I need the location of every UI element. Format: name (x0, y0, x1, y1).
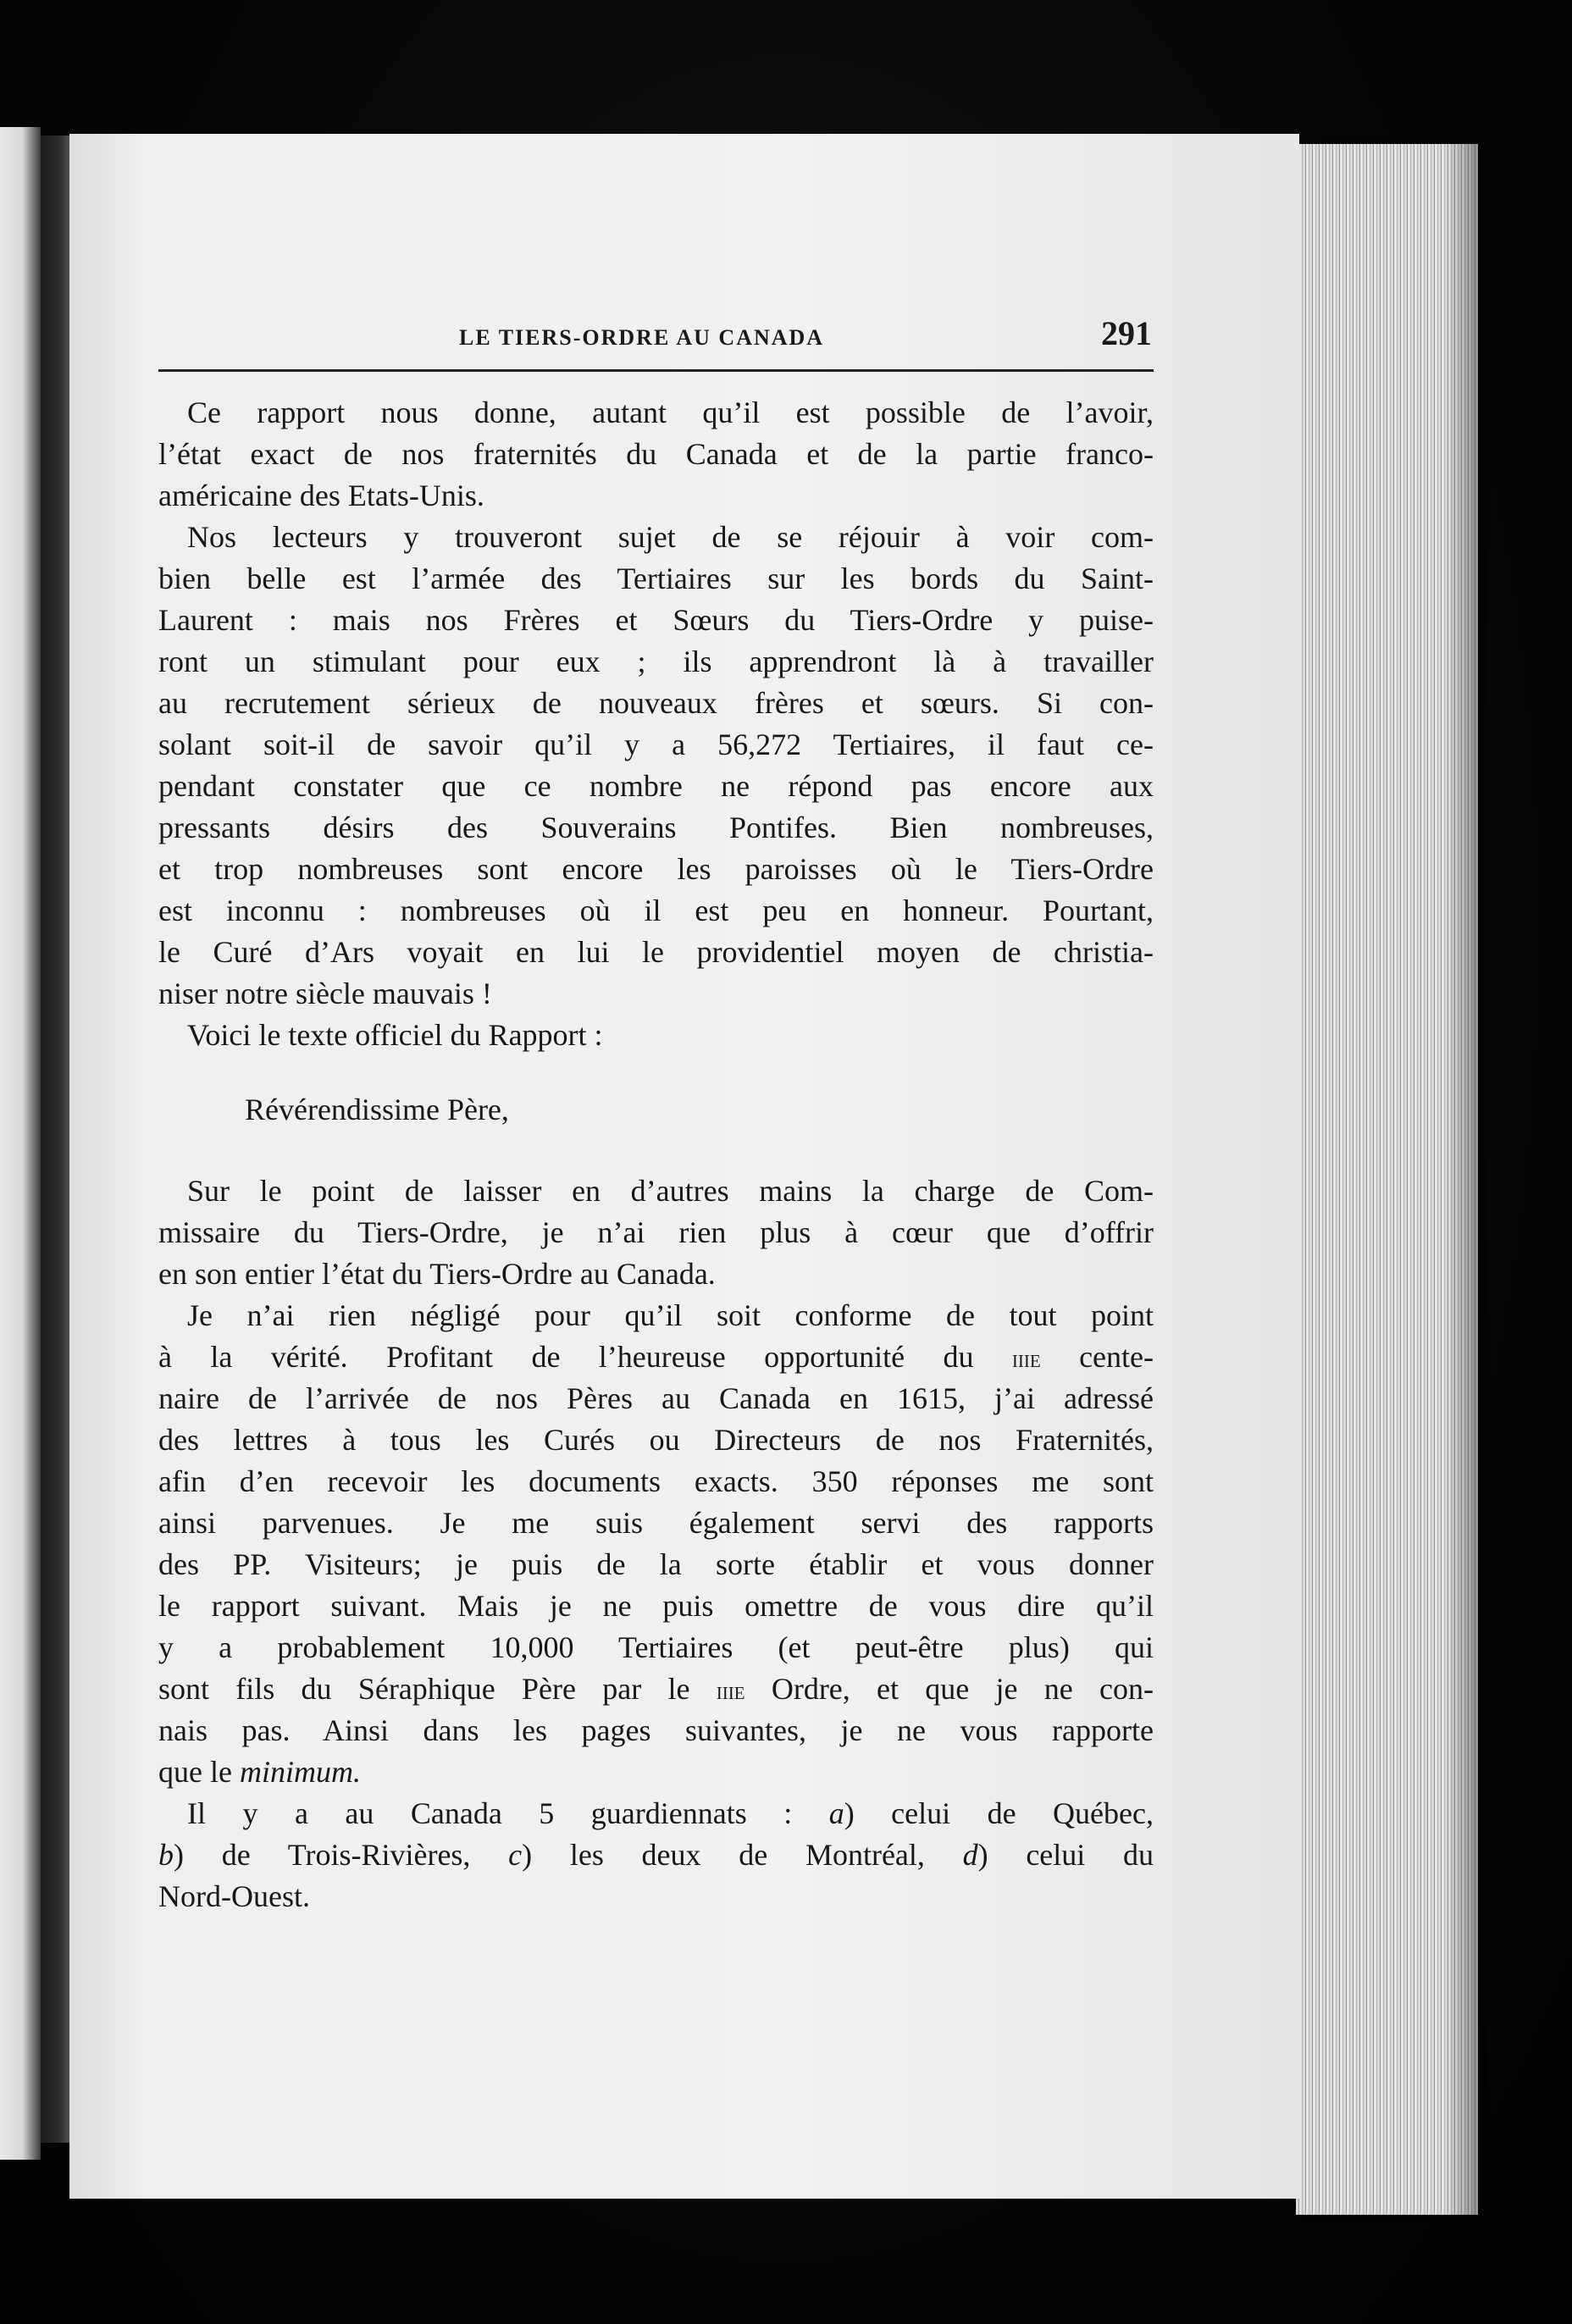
text-line (158, 1793, 1154, 1834)
list-letter: a (828, 1796, 844, 1830)
text-line: ainsi parvenues. Je me suis également servi des rapports (158, 1506, 1154, 1540)
body-text (158, 392, 1154, 1917)
text-line: en son entier l’état du Tiers-Ordre au Canada. (158, 1257, 716, 1291)
text-fragment: ) celui du (977, 1838, 1154, 1872)
text-line: Voici le texte officiel du Rapport : (187, 1018, 603, 1052)
roman-numeral: iiie (1011, 1345, 1041, 1373)
text-line: Nord-Ouest. (158, 1879, 310, 1913)
text-fragment: que le (158, 1755, 240, 1789)
text-line: au recrutement sérieux de nouveaux frères et sœurs. Si con- (158, 686, 1154, 720)
list-letter: b (158, 1838, 174, 1872)
page-number: 291 (1101, 314, 1152, 352)
spacer (158, 1131, 1154, 1170)
book-page (69, 134, 1299, 2199)
text-fragment: à la vérité. Profitant de l’heureuse opportunité du (158, 1340, 1012, 1374)
text-fragment: Il y a au Canada 5 guardiennats : (187, 1796, 829, 1830)
list-letter: c (508, 1838, 523, 1872)
text-line: pendant constater que ce nombre ne répond pas encore aux (158, 769, 1154, 803)
text-fragment: cente- (1040, 1340, 1154, 1374)
text-line: bien belle est l’armée des Tertiaires sur les bords du Saint- (158, 562, 1154, 595)
running-head (154, 313, 1160, 364)
text-line: missaire du Tiers-Ordre, je n’ai rien plus à cœur que d’offrir (158, 1215, 1154, 1249)
text-line: le rapport suivant. Mais je ne puis omettre de vous dire qu’il (158, 1589, 1154, 1623)
text-line: américaine des Etats-Unis. (158, 479, 484, 512)
spacer (158, 1056, 1154, 1089)
text-line: Je n’ai rien négligé pour qu’il soit conforme de tout point (187, 1298, 1154, 1332)
text-line (158, 1668, 1154, 1710)
page-fore-edge (1296, 144, 1478, 2215)
text-line (158, 1751, 1154, 1793)
text-line: des lettres à tous les Curés ou Directeurs de nos Fraternités, (158, 1423, 1154, 1457)
salutation: Révérendissime Père, (245, 1093, 509, 1126)
text-line: nais pas. Ainsi dans les pages suivantes, je ne vous rapporte (158, 1713, 1154, 1747)
text-fragment: ) les deux de Montréal, (522, 1838, 963, 1872)
text-line: le Curé d’Ars voyait en lui le providentiel moyen de christia- (158, 935, 1154, 969)
facing-page-edge (0, 127, 41, 2160)
roman-numeral: iiie (716, 1677, 745, 1705)
text-line: y a probablement 10,000 Tertiaires (et peut-être plus) qui (158, 1630, 1154, 1664)
text-line: Ce rapport nous donne, autant qu’il est possible de l’avoir, (187, 396, 1154, 429)
text-line: niser notre siècle mauvais ! (158, 977, 492, 1010)
text-line: est inconnu : nombreuses où il est peu en honneur. Pourtant, (158, 894, 1154, 927)
header-rule (158, 369, 1154, 372)
text-line: afin d’en recevoir les documents exacts. 350 réponses me sont (158, 1464, 1154, 1498)
text-line (158, 1834, 1154, 1876)
text-line: naire de l’arrivée de nos Pères au Canada en 1615, j’ai adressé (158, 1381, 1154, 1415)
italic-word: minimum. (239, 1755, 361, 1789)
book-gutter (41, 136, 71, 2143)
text-line: pressants désirs des Souverains Pontifes. Bien nombreuses, (158, 811, 1154, 844)
text-fragment: ) celui de Québec, (844, 1796, 1154, 1830)
text-line: Sur le point de laisser en d’autres mains la charge de Com- (187, 1174, 1154, 1208)
text-line: des PP. Visiteurs; je puis de la sorte établir et vous donner (158, 1547, 1154, 1581)
text-line: solant soit-il de savoir qu’il y a 56,272 Tertiaires, il faut ce- (158, 728, 1154, 761)
text-line: l’état exact de nos fraternités du Canada et de la partie franco- (158, 437, 1154, 471)
text-fragment: sont fils du Séraphique Père par le (158, 1672, 717, 1706)
text-fragment: ) de Trois-Rivières, (174, 1838, 509, 1872)
text-line (158, 1336, 1154, 1378)
running-title: LE TIERS-ORDRE AU CANADA (459, 325, 825, 350)
text-line: ront un stimulant pour eux ; ils apprendront là à travailler (158, 645, 1154, 678)
text-line: et trop nombreuses sont encore les paroisses où le Tiers-Ordre (158, 852, 1154, 886)
text-fragment: Ordre, et que je ne con- (744, 1672, 1154, 1706)
text-line: Laurent : mais nos Frères et Sœurs du Tiers-Ordre y puise- (158, 603, 1154, 637)
list-letter: d (962, 1838, 978, 1872)
text-line: Nos lecteurs y trouveront sujet de se réjouir à voir com- (187, 520, 1154, 554)
